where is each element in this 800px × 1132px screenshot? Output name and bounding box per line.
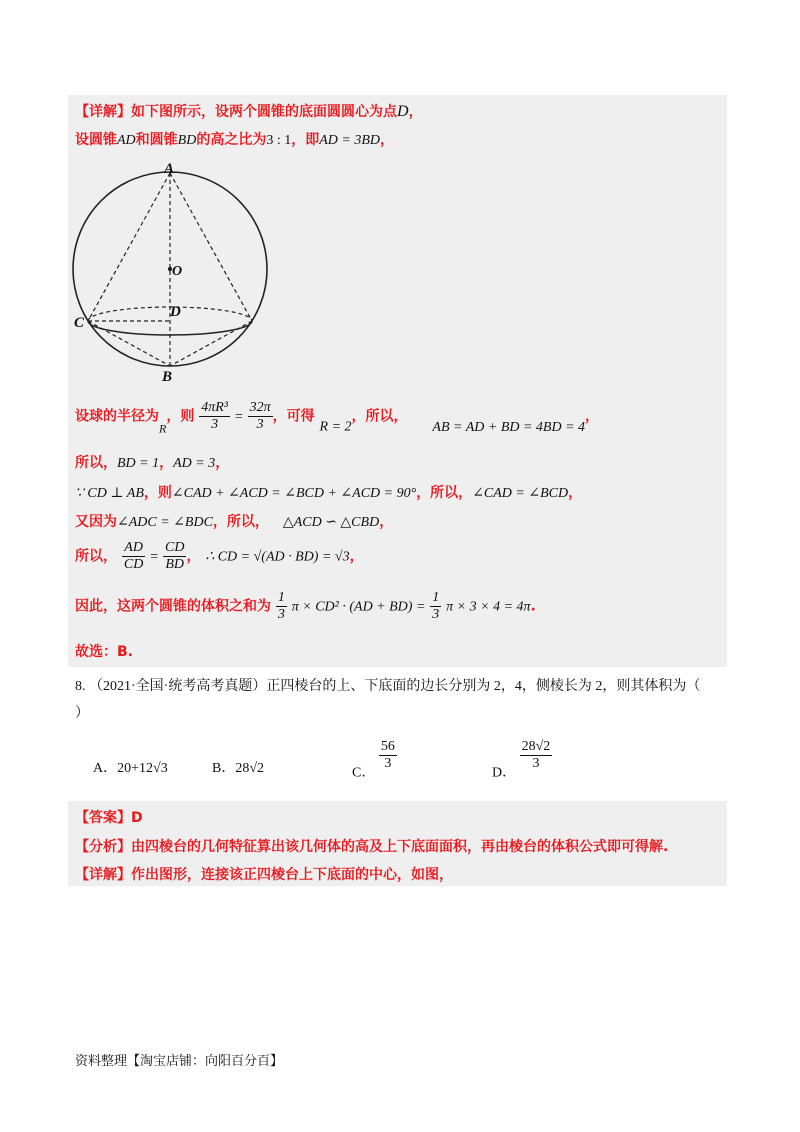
detail-line-9: 故选：B. (75, 644, 133, 660)
question-8-text-end: ） (75, 706, 89, 721)
label-A: A (164, 161, 175, 177)
option-c[interactable]: C． $\frac{56}{3}$ (352, 739, 395, 781)
detail-line-2: 设圆锥AD和圆锥BD的高之比为3 : 1，即AD = 3BD， (75, 132, 395, 148)
option-a[interactable]: A．20+12√3 (93, 761, 168, 776)
fraction-cd-bd: $\frac{CD}{BD}$ (164, 540, 185, 572)
detail-line-3: 设球的半径为R，则 $\frac{\text{4πR³}}{3}$ = $\frac{32\pi}{3}$ ，可得 R = 2，所以， AB = AD + BD = 4BD = 4， (75, 400, 600, 436)
footer-source: 资料整理【淘宝店铺：向阳百分百】 (75, 1054, 284, 1069)
label-B: B (162, 369, 173, 385)
option-b[interactable]: B．28√2 (212, 761, 265, 776)
detail-line-7: 所以， $\frac{AD}{CD}$ = $\frac{CD}{BD}$ ， ∴ CD = √(AD · BD) = √3， (75, 540, 364, 572)
label-O: O (172, 264, 183, 279)
fraction-32pi: $\frac{32\pi}{3}$ (249, 400, 271, 432)
detail-line-5: ∵ CD ⊥ AB，则∠CAD + ∠ACD = ∠BCD + ∠ACD = 90°，所以，∠CAD = ∠BCD， (75, 485, 583, 501)
label-D: D (170, 304, 181, 320)
fraction-ad-cd: $\frac{AD}{CD}$ (123, 540, 144, 572)
option-d[interactable]: D． $\frac{28√2}{3}$ (492, 739, 551, 781)
detail-line-8: 因此，这两个圆锥的体积之和为 $\frac{1}{3}$ π × CD² · (AD + BD) = $\frac{1}{3}$ π × 3 × 4 = 4π. (75, 590, 536, 622)
question-8-text: 8. （2021·全国·统考高考真题）正四棱台的上、下底面的边长分别为 2，4，侧棱长为 2，则其体积为（ (75, 679, 701, 694)
fraction-one-third-a: $\frac{1}{3}$ (277, 590, 285, 622)
fraction-volume: $\frac{\text{4πR³}}{3}$ (201, 400, 228, 432)
detail-line-6: 又因为∠ADC = ∠BDC，所以， △ACD ∽ △CBD， (75, 514, 394, 530)
answer-line: 【答案】D (75, 810, 143, 826)
detail-line-q8: 【详解】作出图形，连接该正四棱台上下底面的中心，如图， (75, 867, 453, 883)
detail-line-4: 所以，BD = 1，AD = 3， (75, 455, 230, 471)
fraction-one-third-b: $\frac{1}{3}$ (432, 590, 440, 622)
label-C: C (74, 315, 85, 331)
analysis-line: 【分析】由四棱台的几何特征算出该几何体的高及上下底面面积，再由棱台的体积公式即可得解. (75, 839, 669, 855)
sphere-cone-figure (66, 157, 286, 387)
detail-line-1: 【详解】如下图所示，设两个圆锥的底面圆圆心为点D， (75, 103, 423, 120)
